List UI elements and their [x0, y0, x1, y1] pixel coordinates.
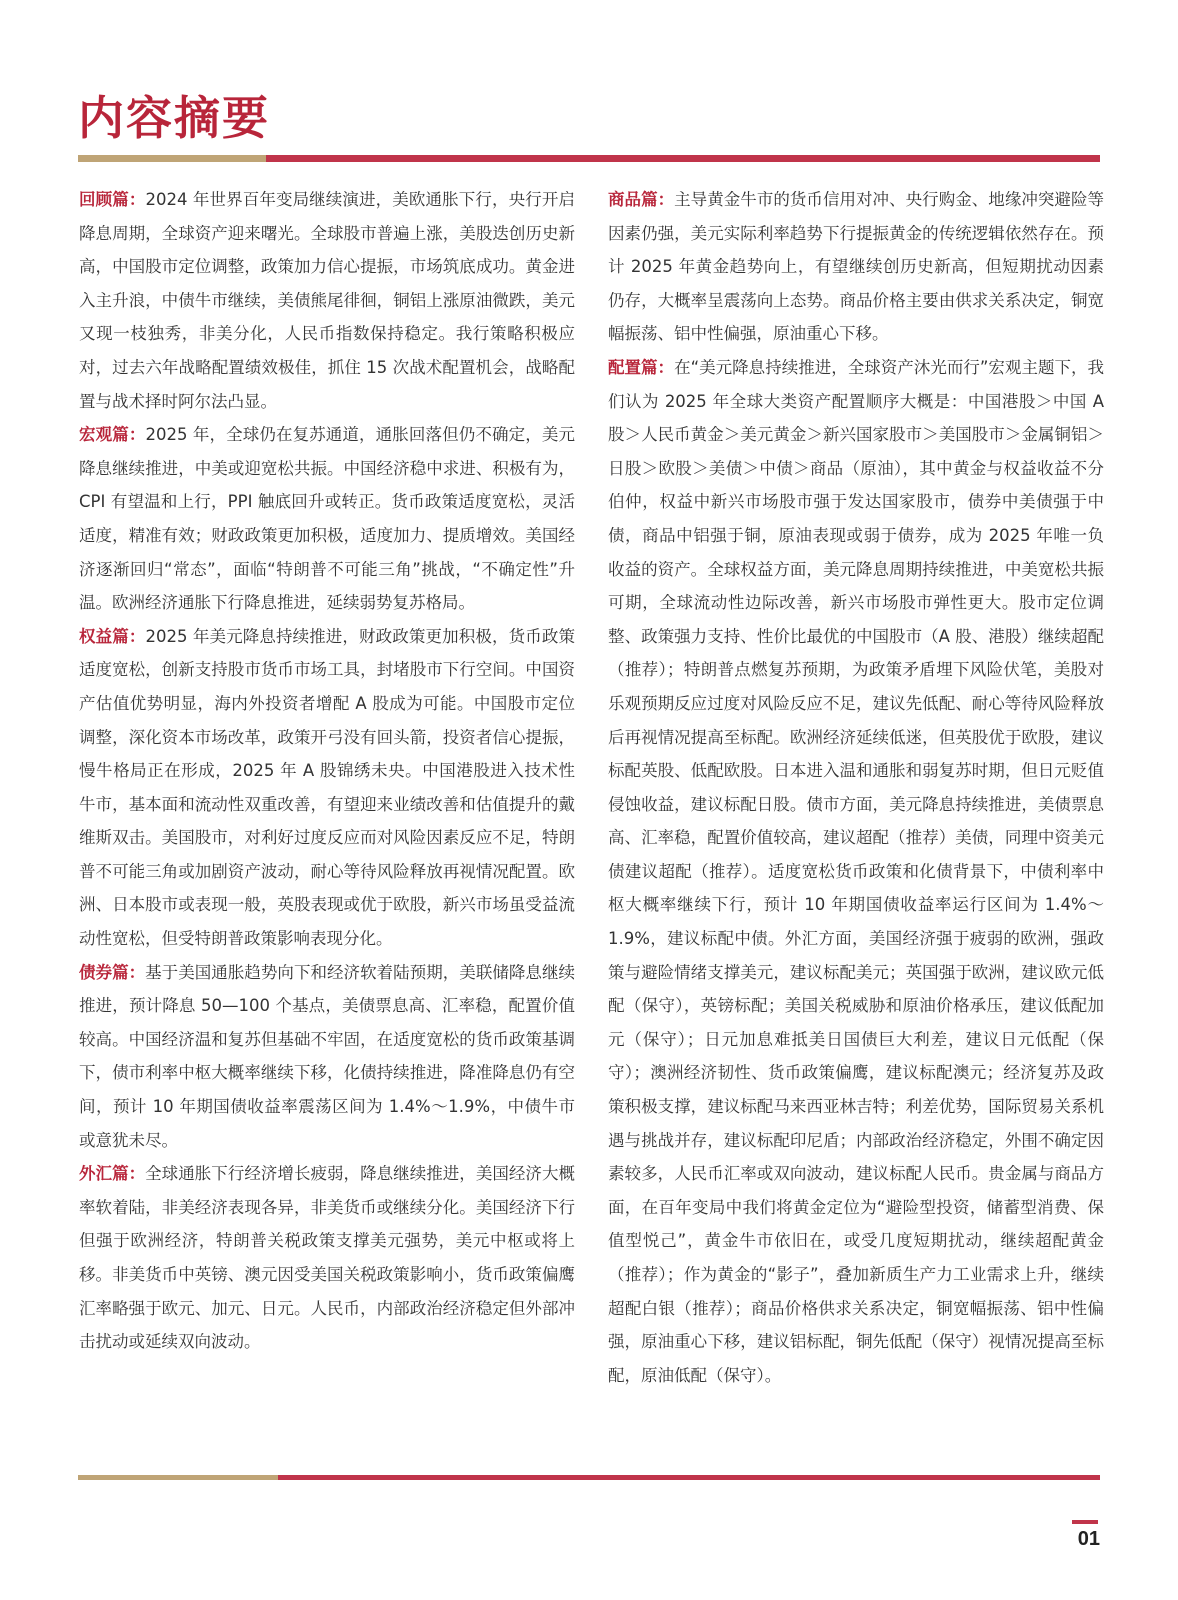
section-bonds [79, 956, 575, 1158]
section-fx [79, 1157, 575, 1359]
section-label: 宏观篇： [79, 425, 146, 445]
section-body: 在“美元降息持续推进，全球资产沐光而行”宏观主题下，我们认为 2025 年全球大类资产配置顺序大概是：中国港股＞中国 A 股＞人民币黄金＞美元黄金＞新兴国家股市＞美国股市＞金属铜铝＞日股＞欧股＞美债＞中债＞商品（原油），其中黄金与权益收益不分伯仲，权益中新兴市场股市强于发达国家股市，债券中美债强于中债，商品中铝强于铜，原油表现或弱于债券，成为 2025 年唯一负收益的资产。全球权益方面，美元降息周期持续推进，中美宽松共振可期，全球流动性边际改善，新兴市场股市弹性更大。股市定位调整、政策强力支持、性价比最优的中国股市（A 股、港股）继续超配（推荐）；特朗普点燃复苏预期，为政策矛盾埋下风险伏笔，美股对乐观预期反应过度对风险反应不足，建议先低配、耐心等待风险释放后再视情况提高至标配。欧洲经济延续低迷，但英股优于欧股，建议标配英股、低配欧股。日本进入温和通胀和弱复苏时期，但日元贬值侵蚀收益，建议标配日股。债市方面，美元降息持续推进，美债票息高、汇率稳，配置价值较高，建议超配（推荐）美债，同理中资美元债建议超配（推荐）。适度宽松货币政策和化债背景下，中债利率中枢大概率继续下行，预计 10 年期国债收益率运行区间为 1.4%～1.9%，建议标配中债。外汇方面，美国经济强于疲弱的欧洲，强政策与避险情绪支撑美元，建议标配美元；英国强于欧洲，建议欧元低配（保守），英镑标配；美国关税威胁和原油价格承压，建议低配加元（保守）；日元加息难抵美日国债巨大利差，建议日元低配（保守）；澳洲经济韧性、货币政策偏鹰，建议标配澳元；经济复苏及政策积极支撑，建议标配马来西亚林吉特；利差优势，国际贸易关系机遇与挑战并存，建议标配印尼盾；内部政治经济稳定，外围不确定因素较多，人民币汇率或双向波动，建议标配人民币。贵金属与商品方面，在百年变局中我们将黄金定位为“避险型投资，储蓄型消费、保值型悦己”，黄金牛市依旧在，或受几度短期扰动，继续超配黄金（推荐）；作为黄金的“影子”，叠加新质生产力工业需求上升，继续超配白银（推荐）；商品价格供求关系决定，铜宽幅振荡、铝中性偏强，原油重心下移，建议铝标配，铜先低配（保守）视情况提高至标配，原油低配（保守）。 [608, 357, 1104, 1385]
section-label: 商品篇： [608, 190, 675, 209]
title-divider-gold-segment [78, 155, 266, 162]
footer-divider-gold-segment [78, 1475, 278, 1480]
title-divider-red-segment [266, 155, 1100, 162]
section-commodities [608, 183, 1104, 351]
footer-divider [78, 1475, 1100, 1480]
section-label: 债券篇： [79, 962, 146, 982]
footer-divider-red-segment [278, 1475, 1100, 1480]
section-body: 2024 年世界百年变局继续演进，美欧通胀下行，央行开启降息周期，全球资产迎来曙光。全球股市普遍上涨，美股迭创历史新高，中国股市定位调整，政策加力信心提振，市场筑底成功。黄金进入主升浪，中债牛市继续，美债熊尾徘徊，铜铝上涨原油微跌，美元又现一枝独秀，非美分化，人民币指数保持稳定。我行策略积极应对，过去六年战略配置绩效极佳，抓住 15 次战术配置机会，战略配置与战术择时阿尔法凸显。 [79, 190, 575, 411]
page-number-accent [1072, 1520, 1098, 1524]
page-title: 内容摘要 [78, 91, 270, 145]
page-number: 01 [1077, 1528, 1100, 1550]
section-body: 主导黄金牛市的货币信用对冲、央行购金、地缘冲突避险等因素仍强，美元实际利率趋势下行提振黄金的传统逻辑依然存在。预计 2025 年黄金趋势向上，有望继续创历史新高，但短期扰动因素仍存，大概率呈震荡向上态势。商品价格主要由供求关系决定，铜宽幅振荡、铝中性偏强，原油重心下移。 [608, 190, 1105, 344]
section-label: 配置篇： [608, 357, 675, 377]
section-label: 回顾篇： [79, 190, 146, 209]
section-body: 2025 年美元降息持续推进，财政政策更加积极，货币政策适度宽松，创新支持股市货币市场工具，封堵股市下行空间。中国资产估值优势明显，海内外投资者增配 A 股成为可能。中国股市定位调整，深化资本市场改革，政策开弓没有回头箭，投资者信心提振，慢牛格局正在形成，2025 年 A 股锦绣未央。中国港股进入技术性牛市，基本面和流动性双重改善，有望迎来业绩改善和估值提升的戴维斯双击。美国股市，对利好过度反应而对风险因素反应不足，特朗普不可能三角或加剧资产波动，耐心等待风险释放再视情况配置。欧洲、日本股市或表现一般，英股表现或优于欧股，新兴市场虽受益流动性宽松，但受特朗普政策影响表现分化。 [79, 626, 575, 949]
section-body: 全球通胀下行经济增长疲弱，降息继续推进，美国经济大概率软着陆，非美经济表现各异，非美货币或继续分化。美国经济下行但强于欧洲经济，特朗普关税政策支撑美元强势，美元中枢或将上移。非美货币中英镑、澳元因受美国关税政策影响小，货币政策偏鹰汇率略强于欧元、加元、日元。人民币，内部政治经济稳定但外部冲击扰动或延续双向波动。 [79, 1164, 576, 1352]
section-label: 外汇篇： [79, 1164, 146, 1184]
section-body: 2025 年，全球仍在复苏通道，通胀回落但仍不确定，美元降息继续推进，中美或迎宽松共振。中国经济稳中求进、积极有为，CPI 有望温和上行，PPI 触底回升或转正。货币政策适度宽松，灵活适度，精准有效；财政政策更加积极，适度加力、提质增效。美国经济逐渐回归“常态”，面临“特朗普不可能三角”挑战，“不确定性”升温。欧洲经济通胀下行降息推进，延续弱势复苏格局。 [79, 425, 575, 613]
title-divider [78, 155, 1100, 162]
section-equity [79, 620, 575, 956]
section-body: 基于美国通胀趋势向下和经济软着陆预期，美联储降息继续推进，预计降息 50—100 个基点，美债票息高、汇率稳，配置价值较高。中国经济温和复苏但基础不牢固，在适度宽松的货币政策基调下，债市利率中枢大概率继续下移，化债持续推进，降准降息仍有空间，预计 10 年期国债收益率震荡区间为 1.4%～1.9%，中债牛市或意犹未尽。 [79, 962, 576, 1150]
section-review [79, 183, 575, 418]
left-column [79, 183, 575, 1359]
right-column [608, 183, 1104, 1392]
section-label: 权益篇： [79, 626, 146, 646]
section-macro [79, 418, 575, 620]
section-allocation [608, 351, 1104, 1392]
